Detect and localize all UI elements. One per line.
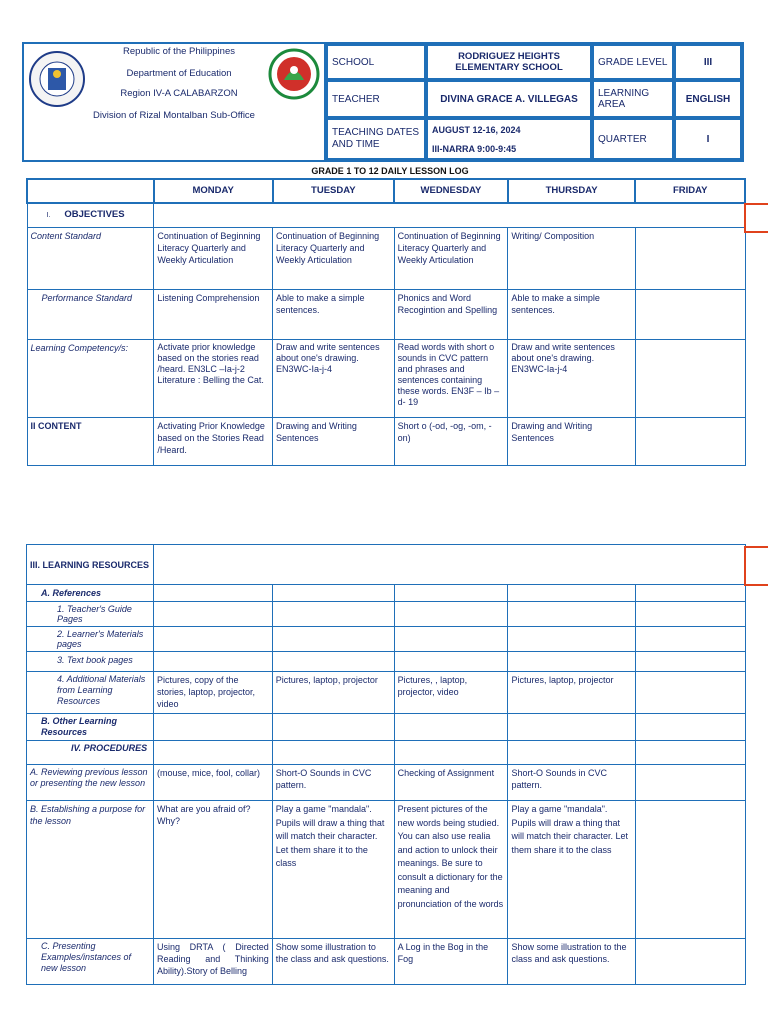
table-row: A. References xyxy=(27,585,746,602)
department-text: Department of Education xyxy=(126,68,232,79)
day-friday: FRIDAY xyxy=(635,179,745,203)
page-title: GRADE 1 TO 12 DAILY LESSON LOG xyxy=(311,166,469,176)
objectives-heading: I. OBJECTIVES xyxy=(27,203,154,227)
day-monday: MONDAY xyxy=(154,179,273,203)
table-row: B. Other Learning Resources xyxy=(27,714,746,741)
school-header xyxy=(22,42,744,162)
table-row: Performance Standard Listening Comprehension Able to make a simple sentences. Phonics and Word Recogintion and Spelling Able to make a simple sentences. xyxy=(27,289,745,339)
table-row: C. Presenting Examples/instances of new lesson Using DRTA ( Directed Reading and Thinking Ability).Story of Belling Show some illustration to the class and ask questions. A Log in the Bog in the Fog Show some illustration to the class and ask questions. xyxy=(27,939,746,985)
table-row: IV. PROCEDURES xyxy=(27,741,746,765)
comment-marker[interactable] xyxy=(744,203,768,233)
table-row: 3. Text book pages xyxy=(27,652,746,672)
days-header-row xyxy=(27,179,745,203)
table-row: 2. Learner's Materials pages xyxy=(27,627,746,652)
table-row: 1. Teacher's Guide Pages xyxy=(27,602,746,627)
day-wednesday: WEDNESDAY xyxy=(394,179,508,203)
table-row: B. Establishing a purpose for the lesson What are you afraid of? Why? Play a game "mandala". Pupils will draw a thing that will match their character. Let them share it to the class Present pictures of the new words being studied. You can also use realia and action to unlock their meanings. Be sure to consult a dictionary for the meaning and pronunciation of the words Play a game "mandala". Pupils will draw a thing that will match their character. Let them share it to the class xyxy=(27,801,746,939)
school-label: SCHOOL xyxy=(326,44,426,80)
lesson-log-table-1 xyxy=(26,178,746,466)
day-tuesday: TUESDAY xyxy=(273,179,395,203)
deped-seal-icon xyxy=(28,50,86,108)
area-label: LEARNING AREA xyxy=(592,80,674,118)
table-row: III. LEARNING RESOURCES xyxy=(27,545,746,585)
lesson-log-table-2 xyxy=(26,544,746,985)
deped-info xyxy=(24,44,327,160)
quarter-label: QUARTER xyxy=(592,118,674,160)
day-thursday: THURSDAY xyxy=(508,179,636,203)
quarter-value: I xyxy=(674,118,742,160)
time-value: III-NARRA 9:00-9:45 xyxy=(432,143,517,154)
grade-value: III xyxy=(674,44,742,80)
comment-marker[interactable] xyxy=(744,546,768,586)
objectives-row xyxy=(27,203,745,227)
table-row: Content Standard Continuation of Beginning Literacy Quarterly and Weekly Articulation Continuation of Beginning Literacy Quarterly and Weekly Articulation Continuation of Beginning Literacy Quarterly and Weekly Articulation Writing/ Composition xyxy=(27,227,745,289)
division-text: Division of Rizal Montalban Sub-Office xyxy=(93,110,255,121)
republic-text: Republic of the Philippines xyxy=(123,46,235,57)
table-row: 4. Additional Materials from Learning Resources Pictures, copy of the stories, laptop, projector, video Pictures, laptop, projector Pictures, , laptop, projector, video Pictures, laptop, projector xyxy=(27,672,746,714)
area-value: ENGLISH xyxy=(674,80,742,118)
school-value: RODRIGUEZ HEIGHTS ELEMENTARY SCHOOL xyxy=(426,44,592,80)
dates-label: TEACHING DATES AND TIME xyxy=(326,118,426,160)
teacher-value: DIVINA GRACE A. VILLEGAS xyxy=(426,80,592,118)
table-row: A. Reviewing previous lesson or presenting the new lesson (mouse, mice, fool, collar) Short-O Sounds in CVC pattern. Checking of Assignment Short-O Sounds in CVC pattern. xyxy=(27,765,746,801)
grade-label: GRADE LEVEL xyxy=(592,44,674,80)
corner-cell xyxy=(27,179,154,203)
dates-value: AUGUST 12-16, 2024 xyxy=(432,124,521,135)
region-text: Region IV-A CALABARZON xyxy=(120,88,238,99)
dates-cell xyxy=(426,118,592,160)
table-row: Learning Competency/s: Activate prior knowledge based on the stories read /heard. EN3LC –Ia-j-2 Literature : Belling the Cat. Draw and write sentences about one's drawing. EN3WC-Ia-j-4 Read words with short o sounds in CVC pattern and phrases and sentences containing these words. EN3F – Ib –d- 19 Draw and write sentences about one's drawing. EN3WC-Ia-j-4 xyxy=(27,339,745,417)
teacher-label: TEACHER xyxy=(326,80,426,118)
table-row: II CONTENT Activating Prior Knowledge based on the Stories Read /Heard. Drawing and Writing Sentences Short o (-od, -og, -om, -on) Drawing and Writing Sentences xyxy=(27,417,745,465)
division-seal-icon xyxy=(266,48,322,100)
